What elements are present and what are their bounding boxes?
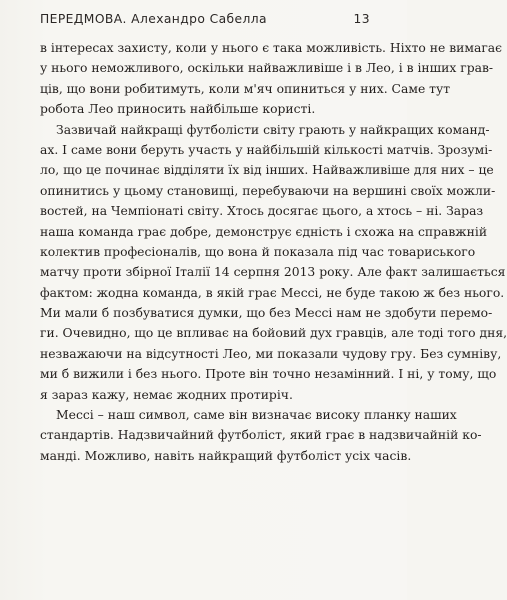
- text-line: опинитись у цьому становищі, перебуваючи на вершині своїх можли-: [40, 183, 496, 198]
- text-line: в інтересах захисту, коли у нього є така можливість. Ніхто не вимагає: [40, 41, 503, 55]
- paragraph-2: [40, 120, 507, 405]
- text-line: Ми мали б позбуватися думки, що без Мессі нам не здобути перемо-: [40, 306, 493, 321]
- text-line: колектив професіоналів, що вона й показала під час товариського: [40, 244, 476, 259]
- text-line: ло, що це починає відділяти їх від інших. Найважливіше для них – це: [40, 163, 494, 178]
- text-line: стандартів. Надзвичайний футболіст, який грає в надзвичайній ко-: [40, 428, 482, 443]
- text-line: я зараз кажу, немає жодних протиріч.: [40, 387, 293, 402]
- running-head: [40, 12, 370, 32]
- text-line: фактом: жодна команда, в якій грає Мессі, не буде такою ж без нього.: [40, 285, 505, 300]
- text-line: Мессі – наш символ, саме він визначає високу планку наших: [56, 408, 457, 423]
- text-line: у нього неможливого, оскільки найважливіше і в Лео, і в інших грав-: [40, 61, 494, 76]
- page-number: 13: [353, 12, 370, 26]
- paragraph-3: [40, 405, 482, 466]
- text-line: робота Лео приносить найбільше користі.: [40, 102, 316, 117]
- text-line: ах. І саме вони беруть участь у найбільшій кількості матчів. Зрозумі-: [40, 142, 493, 157]
- text-line: наша команда грає добре, демонструє єдність і схожа на справжній: [40, 224, 488, 239]
- text-line: Зазвичай найкращі футболісти світу грають у найкращих команд-: [56, 122, 490, 137]
- text-line: ців, що вони робитимуть, коли м'яч опиниться у них. Саме тут: [40, 81, 451, 96]
- text-line: матчу проти збірної Італії 14 серпня 2013 року. Але факт залишається: [40, 265, 506, 280]
- text-line: манді. Можливо, навіть найкращий футболіст усіх часів.: [40, 448, 412, 463]
- body-text: [40, 38, 507, 466]
- text-line: незважаючи на відсутності Лео, ми показали чудову гру. Без сумніву,: [40, 346, 502, 361]
- text-line: ми б вижили і без нього. Проте він точно незамінний. І ні, у тому, що: [40, 367, 497, 382]
- running-title: ПЕРЕДМОВА. Алехандро Сабелла: [40, 12, 267, 26]
- paragraph-1: [40, 38, 503, 120]
- text-line: востей, на Чемпіонаті світу. Хтось досягає цього, а хтось – ні. Зараз: [40, 204, 484, 219]
- text-line: ги. Очевидно, що це впливає на бойовий дух гравців, але тоді того дня,: [40, 326, 507, 341]
